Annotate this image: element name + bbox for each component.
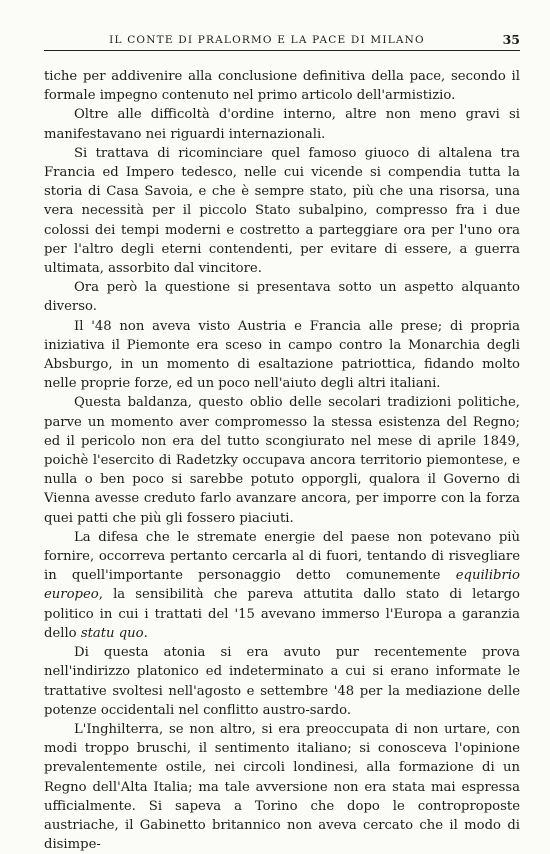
paragraph-3: Si trattava di ricominciare quel famoso giuoco di altalena tra Francia ed Impero tedesco, nelle cui vicende si compendia tutta la storia di Casa Savoia, e che è sempre stato, più che una risorsa, una vera necessità per il piccolo Stato subalpino, compresso fra i due colossi dei tempi moderni e costretto a parteggiare ora per l'uno ora per l'altro degli eterni contendenti, per evitare di essere, a guerra ultimata, assorbito dal vincitore. [44, 145, 520, 277]
paragraph-5: Il '48 non aveva visto Austria e Francia alle prese; di propria iniziativa il Piemonte era sceso in campo contro la Monarchia degli Absburgo, in un momento di esaltazione patriottica, fidando molto nelle proprie forze, ed un poco nell'aiuto degli altri italiani. [44, 318, 520, 392]
running-title: IL CONTE DI PRALORMO E LA PACE DI MILANO [109, 34, 425, 46]
paragraph-7 [44, 528, 520, 643]
page-number: 35 [502, 32, 520, 47]
paragraph-9: L'Inghilterra, se non altro, si era preoccupata di non urtare, con modi troppo bruschi, il sentimento italiano; si conosceva l'opinione prevalentemente ostile, nei circoli londinesi, alla formazione di un Regno dell'Alta Italia; ma tale avversione non era stata mai espressa ufficialmente. Si sapeva a Torino che dopo le controproposte austriache, il Gabinetto britannico non aveva cercato che il modo di disimpe- [44, 721, 520, 853]
paragraph-8: Di questa atonia si era avuto pur recentemente prova nell'indirizzo platonico ed indeterminato a cui si erano informate le trattative svoltesi nell'agosto e settembre '48 per la mediazione delle potenze occidentali nel conflitto austro-sardo. [44, 645, 520, 718]
body-text [44, 67, 520, 854]
paragraph-7-text-c: . [143, 625, 148, 641]
paragraph-1: tiche per addivenire alla conclusione definitiva della pace, secondo il formale impegno contenuto nel primo articolo dell'armistizio. [44, 69, 520, 104]
italic-equilibrio-europeo: equilibrio europeo [44, 568, 520, 603]
running-header [44, 30, 520, 51]
paragraph-6: Questa baldanza, questo oblio delle secolari tradizioni politiche, parve un momento aver compromesso la stessa esistenza del Regno; ed il pericolo non era del tutto scongiurato nel mese di aprile 1849, poichè l'esercito di Radetzky occupava ancora territorio piemontese, e nulla o ben poco si sarebbe potuto opporgli, qualora il Governo di Vienna avesse creduto farlo avanzare ancora, per imporre con la forza quei patti che più gli fossero piaciuti. [44, 395, 520, 526]
paragraph-2: Oltre alle difficoltà d'ordine interno, altre non meno gravi si manifestavano nei riguardi internazionali. [44, 107, 520, 142]
paragraph-7-text-a: La difesa che le stremate energie del paese non potevano più fornire, occorreva pertanto cercarla al di fuori, tentando di risvegliare in quell'importante personaggio detto comunemente [44, 529, 520, 584]
paragraph-4: Ora però la questione si presentava sotto un aspetto alquanto diverso. [44, 280, 520, 315]
italic-statu-quo: statu quo [80, 625, 144, 641]
paragraph-7-text-b: , la sensibilità che pareva attutita dallo stato di letargo politico in cui i trattati del '15 avevano immerso l'Europa a garanzia dello [44, 587, 520, 641]
